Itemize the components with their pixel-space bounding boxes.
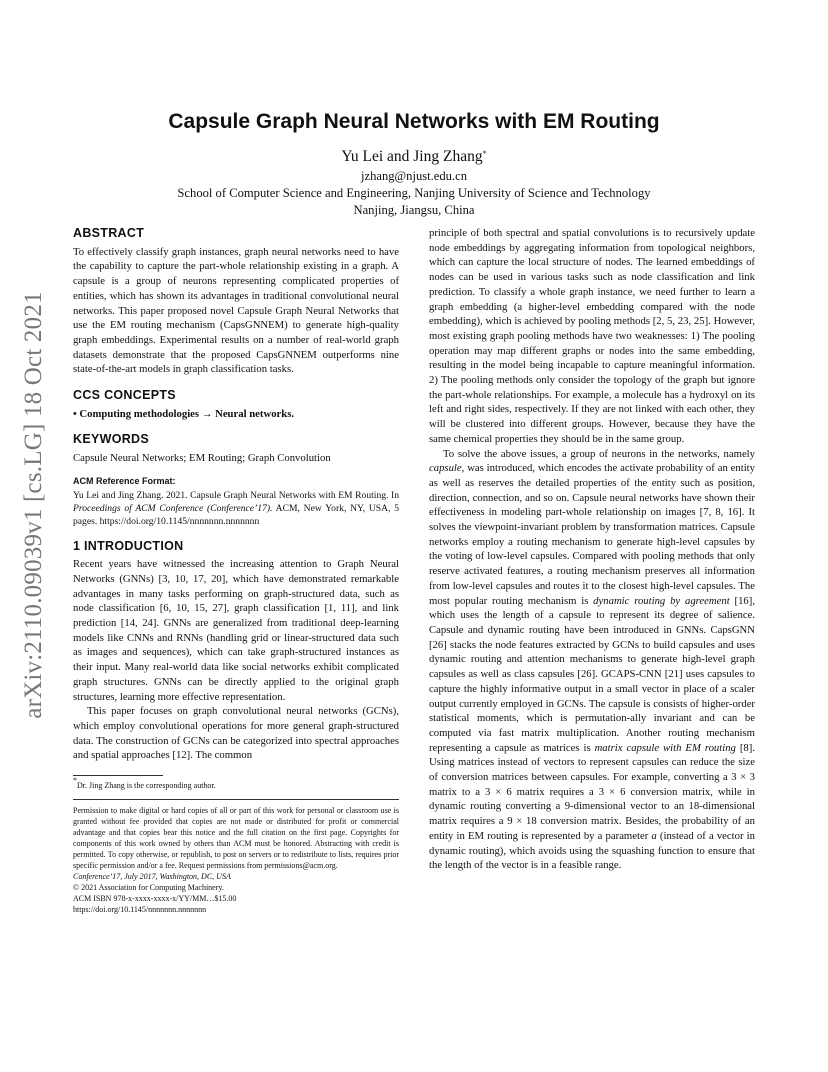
acm-reference-proceedings: Proceedings of ACM Conference (Conference’17).	[73, 502, 273, 514]
right-paragraph-2	[429, 447, 755, 873]
right-paragraph-1: principle of both spectral and spatial convolutions is to recursively update node embeddings by aggregating information from topological neighbors, which can capture the local structure of nodes. The learned embeddings of nodes can be used in various tasks such as node classification and link prediction. To classify a whole graph instance, we need further to learn a graph embedding (a higher-level embedding compared with the node embedding), which is achieved by pooling methods [2, 5, 23, 25]. However, most existing graph pooling methods have two weaknesses: 1) The pooling operation may map different graphs or nodes into the same embedding, resulting in the model being incapable to capture meaningful information. 2) The pooling methods only consider the topology of the graph but ignore the part-whole relationships. For example, a molecule has a hydroxyl on its left and right sides, respectively. If they are not linked with each other, they will be clustered into different groups. However, because they have the same chemical properties they should be in the same group.	[429, 227, 755, 445]
isbn-line: ACM ISBN 978-x-xxxx-xxxx-x/YY/MM…$15.00	[73, 894, 237, 904]
footnote-text: Dr. Jing Zhang is the corresponding author.	[77, 781, 216, 791]
permission-text: Permission to make digital or hard copies of all or part of this work for personal or classroom use is granted without fee provided that copies are not made or distributed for profit or commercial advantage and that copies bear this notice and the full citation on the first page. Copyrights for components of this work owned by others than ACM must be honored. Abstracting with credit is permitted. To copy otherwise, or republish, to post on servers or to redistribute to lists, requires prior specific permission and/or a fee. Request permissions from permissions@acm.org.	[73, 806, 399, 871]
p2-part-d: [8]. Using matrices instead of vectors to represent capsules can reduce the size of conversion matrices between capsules. For example, converting a 3 × 3 matrix to a 3 × 6 matrix requires a 3 × 6 conversion matrix, while in dynamic routing converting a 9-dimensional vector to an 18-dimensional matrix requires a 9 × 18 conversion matrix. Besides, the probability of an entity in EM routing is represented by a parameter	[429, 741, 755, 842]
intro-paragraph-1: Recent years have witnessed the increasing attention to Graph Neural Networks (GNNs) [3, 10, 17, 20], which have demonstrated remarkable advantages in many tasks performing on graph-structured data, such as node classification [6, 10, 15, 27], graph classification [1, 11], and link prediction [14, 24]. GNNs are generalized from traditional deep-learning models like CNNs and RNNs (handling grid or linear-structured data such as images and sequences), which can take graph-structured instances as their input. Many real-world data like social networks exhibit complicated graph structures. GNNs can be directly applied to the original graph structures, learning more effective representation.	[73, 558, 399, 703]
author-names: Yu Lei and Jing Zhang	[341, 148, 483, 165]
right-column	[429, 226, 755, 873]
intro-heading: 1 INTRODUCTION	[73, 538, 184, 553]
conference-text: Conference’17, July 2017, Washington, DC, USA	[73, 872, 231, 882]
term-dynamic-routing: dynamic routing by agreement	[593, 594, 730, 607]
acm-reference-pre: Yu Lei and Jing Zhang. 2021. Capsule Graph Neural Networks with EM Routing. In	[73, 489, 399, 501]
abstract-text: To effectively classify graph instances, graph neural networks need to have the capability to capture the part-whole relationship existing in a graph. A capsule is a group of neurons representing complicated properties of entities, which has shown its advantages in traditional convolutional neural networks. This paper proposed novel Capsule Graph Neural Networks that use the EM routing mechanism (CapsGNNEM) to generate high-quality graph embeddings. Experimental results on a number of real-world graph datasets demonstrate that the proposed CapsGNNEM outperforms nine state-of-the-art models in graph classification tasks.	[73, 245, 399, 376]
doi-line: https://doi.org/10.1145/nnnnnnn.nnnnnnn	[73, 905, 207, 915]
p2-part-a: To solve the above issues, a group of neurons in the networks, namely	[443, 447, 755, 460]
affiliation-block	[74, 168, 754, 219]
keywords-text: Capsule Neural Networks; EM Routing; Graph Convolution	[73, 452, 331, 465]
intro-paragraph-2: This paper focuses on graph convolutional neural networks (GCNs), which employ convolutional operations for more general graph-structured data. The construction of GCNs can be categorized into spectral approaches and spatial approaches [12]. The common	[73, 705, 399, 762]
p2-part-b: , was introduced, which encodes the activate probability of an entity as well as reserves the detailed properties of the entity such as position, direction, connection, and so on. Capsule neural networks have shown their effectiveness in modeling part-whole relationship on images [7, 8, 16]. It solves the viewpoint-invariant problem by transformation matrices. Capsule networks employ a routing mechanism to generate high-level capsules by the voting of low-level capsules. Compared with pooling methods that only reserve activated features, a routing mechanism preserves all information from low-level capsules and routes it to the closest high-level capsules. The most popular routing mechanism is	[429, 462, 755, 607]
authors	[74, 148, 754, 166]
left-column	[73, 226, 399, 915]
p2-part-c: [16], which uses the length of a capsule to represent its degree of salience. Capsule and dynamic routing have been introduced in GNNs. CapsGNN [26] stacks the node features extracted by GCNs to build capsules and uses dynamic routing and attention mechanisms to generate high-level graph capsules as well as class capsules [26]. GCAPS-CNN [21] uses capsules to capture the highly informative output in a small vector in place of a scaler output currently employed in GCNs. The capsule is consists of higher-order statistical moments, which is permutation-ally invariant and can be computed via fast matrix multiplication. Another routing mechanism representing a capsule as matrices is	[429, 594, 755, 754]
ccs-heading: CCS CONCEPTS	[73, 388, 176, 403]
arxiv-stamp-text: arXiv:2110.09039v1 [cs.LG] 18 Oct 2021	[20, 291, 47, 719]
footnote-rule	[73, 775, 163, 776]
arxiv-stamp	[14, 290, 54, 720]
conference-line	[73, 871, 399, 882]
p2-part-e: (instead of a vector in dynamic routing), which avoids using the squashing function to ensure that the length of the vector is in a feasible range.	[429, 829, 755, 872]
location: Nanjing, Jiangsu, China	[353, 203, 475, 217]
abstract-heading: ABSTRACT	[73, 226, 145, 240]
keywords-heading: KEYWORDS	[73, 432, 150, 447]
term-capsule: capsule	[429, 462, 462, 475]
copyright-line: © 2021 Association for Computing Machinery.	[73, 883, 224, 893]
permission-block	[73, 799, 399, 915]
affiliation: School of Computer Science and Engineering, Nanjing University of Science and Technology	[177, 186, 651, 200]
ccs-text: • Computing methodologies → Neural networks.	[73, 407, 295, 420]
author-footnote-mark: *	[482, 149, 487, 158]
term-parameter-a: a	[651, 829, 657, 842]
footnote	[73, 776, 399, 791]
acm-reference-text	[73, 489, 399, 528]
paper-title: Capsule Graph Neural Networks with EM Routing	[168, 110, 660, 133]
term-matrix-capsule: matrix capsule with EM routing	[594, 741, 736, 754]
acm-reference-post: ACM, New York, NY, USA, 5 pages. https://doi.org/10.1145/nnnnnnn.nnnnnnn	[73, 502, 399, 527]
author-email: jzhang@njust.edu.cn	[360, 169, 468, 183]
acm-reference-heading: ACM Reference Format:	[73, 475, 176, 486]
footnote-mark: *	[73, 776, 77, 786]
